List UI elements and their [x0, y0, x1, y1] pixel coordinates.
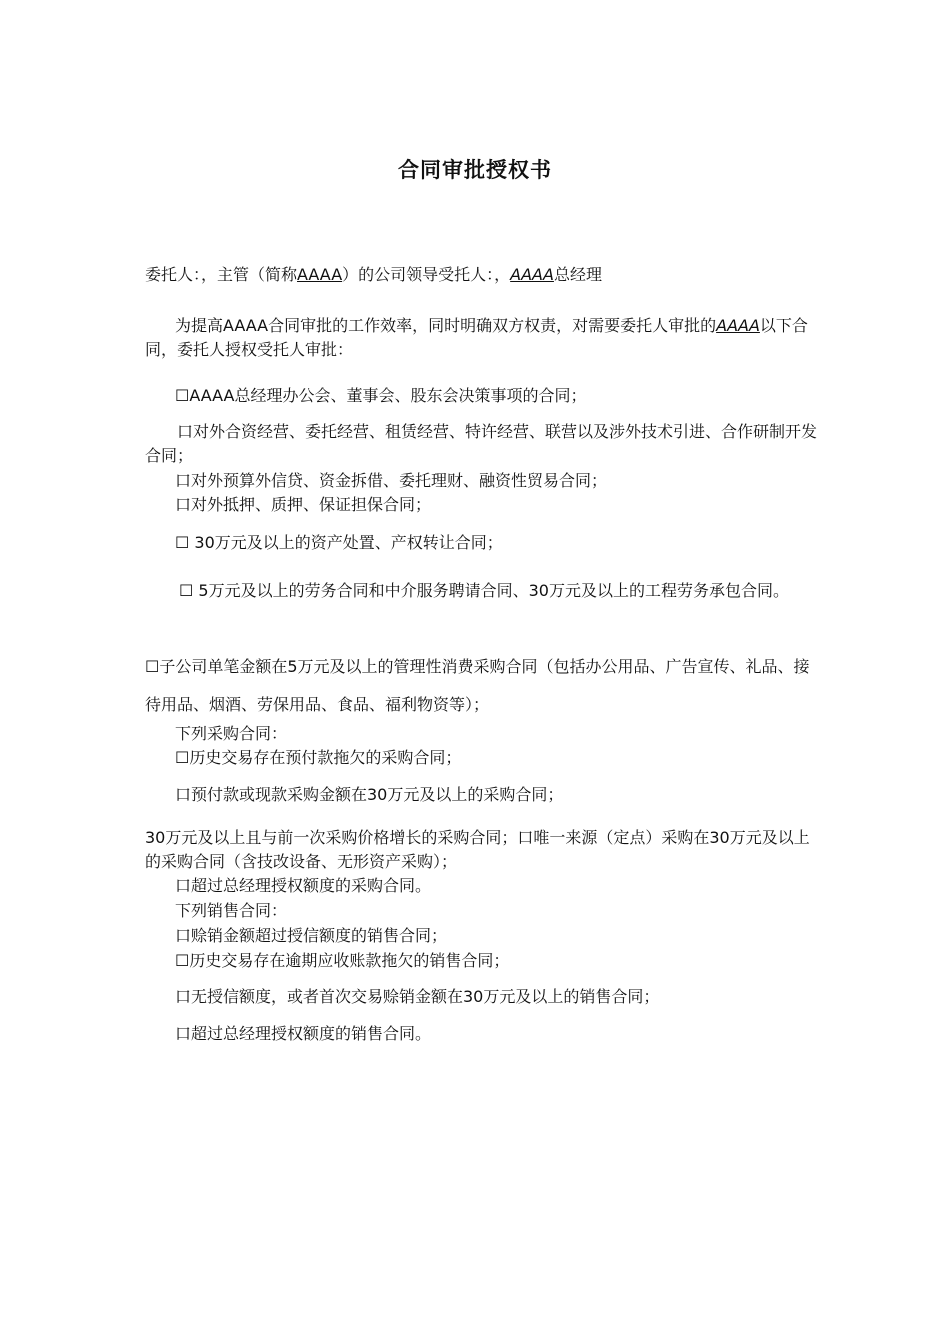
clause-item: 口预付款或现款采购金额在30万元及以上的采购合同； — [175, 785, 564, 804]
delegation-prefix: 委托人：，主管（简称 — [145, 265, 298, 284]
intro-paragraph — [145, 314, 820, 362]
delegation-line — [145, 263, 820, 287]
clause-item: 口对外合资经营、委托经营、租赁经营、特许经营、联营以及涉外技术引进、合作研制开发合同； — [145, 422, 818, 465]
delegation-abbr-1: AAAA — [297, 265, 343, 284]
intro-part-1: 为提高AAAA合同审批的工作效率，同时明确双方权责，对需要委托人审批的 — [175, 316, 717, 335]
clause-item: ☐ 5万元及以上的劳务合同和中介服务聘请合同、30万元及以上的工程劳务承包合同。 — [179, 581, 789, 600]
clause-heading: 下列采购合同： — [175, 724, 288, 743]
clause-item: 口赊销金额超过授信额度的销售合同； — [175, 926, 448, 945]
delegation-suffix: 总经理 — [553, 265, 602, 284]
document-title: 合同审批授权书 — [398, 158, 552, 182]
clause-item: 口超过总经理授权额度的销售合同。 — [175, 1024, 432, 1043]
clause-item: ☐AAAA总经理办公会、董事会、股东会决策事项的合同； — [175, 386, 587, 405]
delegation-middle: ）的公司领导受托人：， — [342, 265, 511, 284]
clause-item: ☐子公司单笔金额在5万元及以上的管理性消费采购合同（包括办公用品、广告宣传、礼品、接待用品、烟酒、劳保用品、食品、福利物资等）； — [145, 657, 810, 714]
clause-item: 口对外预算外信贷、资金拆借、委托理财、融资性贸易合同； — [175, 471, 608, 490]
clause-item: 口对外抵押、质押、保证担保合同； — [175, 495, 432, 514]
intro-part-2: 以下合同，委托人授权受托人审批： — [145, 316, 808, 359]
clause-heading: 下列销售合同： — [175, 901, 288, 920]
intro-abbr: AAAA — [716, 316, 760, 335]
delegation-abbr-2: AAAA — [510, 265, 554, 284]
clause-item: 口无授信额度，或者首次交易赊销金额在30万元及以上的销售合同； — [175, 987, 660, 1006]
clause-item: ☐历史交易存在逾期应收账款拖欠的销售合同； — [175, 951, 510, 970]
clause-item: ☐ 30万元及以上的资产处置、产权转让合同； — [175, 533, 503, 552]
clause-item: 30万元及以上且与前一次采购价格增长的采购合同；口唯一来源（定点）采购在30万元及以上的采购合同（含技改设备、无形资产采购）； — [145, 828, 810, 871]
clause-item: 口超过总经理授权额度的采购合同。 — [175, 876, 432, 895]
clause-item: ☐历史交易存在预付款拖欠的采购合同； — [175, 748, 462, 767]
